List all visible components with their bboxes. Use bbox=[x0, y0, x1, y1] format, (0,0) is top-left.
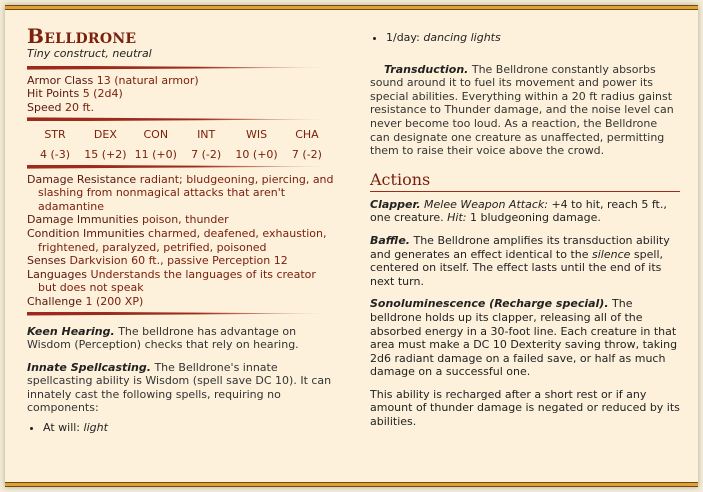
spell-list-continued bbox=[370, 31, 680, 45]
ability-str: STR 4 (-3) bbox=[39, 128, 71, 161]
right-column bbox=[370, 19, 680, 429]
hit-points: Hit Points 5 (2d4) bbox=[27, 87, 123, 101]
ability-dex: DEX 15 (+2) bbox=[84, 128, 127, 161]
monster-meta: Tiny construct, neutral bbox=[27, 47, 152, 60]
action-baffle: Baffle. The Belldrone amplifies its transduction ability and generates an effect identical to the silence spell, centered on itself. The effect lasts until the end of its next turn. bbox=[370, 233, 670, 288]
spell-list bbox=[27, 421, 335, 435]
actions-heading: Actions bbox=[370, 170, 680, 192]
languages: Languages Understands the languages of its creator but does not speak bbox=[27, 267, 316, 295]
trait-transduction: Transduction. The Belldrone constantly absorbs sound around it to fuel its movement and power its special abilities. Everything within a 20 ft radius gainst resistance to Thunder damage, and the noise level can never become too loud. As a reaction, the Belldrone can designate one creature as unaffected, permitting them to raise their voice above the crowd. bbox=[370, 62, 674, 158]
divider bbox=[27, 312, 335, 316]
action-sonoluminescence: Sonoluminescence (Recharge special). The belldrone holds up its clapper, releasing all of the absorbed energy in a 30-foot line. Each creature in that area must make a DC 10 Dexterity saving throw, taking 2d6 radiant damage on a failed save, or half as much damage on a successful one. bbox=[370, 297, 678, 379]
ability-int: INT 7 (-2) bbox=[191, 128, 222, 161]
damage-resistance: Damage Resistance radiant; bludgeoning, piercing, and slashing from nonmagical attacks that aren't adamantine bbox=[27, 172, 334, 213]
trait-innate-spellcasting: Innate Spellcasting. The Belldrone's innate spellcasting ability is Wisdom (spell save DC 10). It can innately cast the following spells, requiring no components: bbox=[27, 360, 332, 415]
left-column bbox=[27, 19, 335, 435]
speed: Speed 20 ft. bbox=[27, 100, 94, 114]
spell-list-item: • 1/day: dancing lights bbox=[386, 31, 680, 45]
stat-block bbox=[5, 5, 698, 487]
divider bbox=[27, 66, 335, 70]
damage-immunities: Damage Immunities poison, thunder bbox=[27, 213, 229, 227]
top-border-bar bbox=[5, 5, 698, 10]
divider bbox=[27, 117, 335, 121]
divider bbox=[27, 165, 335, 169]
ability-wis: WIS 10 (+0) bbox=[235, 128, 278, 161]
trait-keen-hearing: Keen Hearing. The belldrone has advantage on Wisdom (Perception) checks that rely on hearing. bbox=[27, 324, 299, 352]
ability-con: CON 11 (+0) bbox=[134, 128, 177, 161]
ability-scores bbox=[27, 128, 335, 161]
bottom-border-bar bbox=[5, 482, 698, 487]
senses: Senses Darkvision 60 ft., passive Perception 12 bbox=[27, 254, 288, 268]
recharge-note: This ability is recharged after a short rest or if any amount of thunder damage is negated or reduced by its abilities. bbox=[370, 387, 680, 429]
condition-immunities: Condition Immunities charmed, deafened, exhaustion, frightened, paralyzed, petrified, poisoned bbox=[27, 226, 327, 254]
monster-name: Belldrone bbox=[27, 24, 137, 48]
challenge: Challenge 1 (200 XP) bbox=[27, 294, 144, 308]
armor-class: Armor Class 13 (natural armor) bbox=[27, 73, 199, 87]
spell-list-item: • At will: light bbox=[43, 421, 335, 435]
ability-cha: CHA 7 (-2) bbox=[291, 128, 322, 161]
action-clapper: Clapper. Melee Weapon Attack: +4 to hit, reach 5 ft., one creature. Hit: 1 bludgeoning damage. bbox=[370, 197, 667, 225]
